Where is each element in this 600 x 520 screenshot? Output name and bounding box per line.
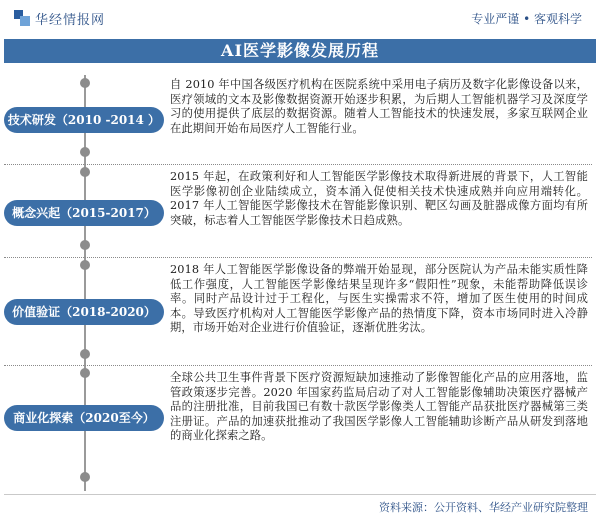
divider <box>4 365 592 366</box>
timeline-dot <box>80 472 90 482</box>
source-note: 资料来源：公开资料、华经产业研究院整理 <box>379 501 588 514</box>
stage-4-text: 全球公共卫生事件背景下医疗资源短缺加速推动了影像智能化产品的应用落地，监管政策逐步完善。2020 年国家药监局启动了对人工智能影像辅助决策医疗器械产品的注册批准，目前我国已有数十款医学影像类人工智能产品获批医疗器械第三类注册证。产品的加速获批推动了我国医学影像人工智能辅助诊断产品从研发到落地的商业化探索之路。 <box>170 371 588 442</box>
stage-1-label: 技术研发（2010 -2014 ） <box>4 107 164 133</box>
timeline-dot <box>80 167 90 177</box>
stage-3-label: 价值验证（2018-2020） <box>4 299 164 325</box>
timeline-dot <box>80 368 90 378</box>
logo-text: 华经情报网 <box>35 12 106 28</box>
slogan: 专业严谨 • 客观科学 <box>471 12 582 26</box>
footer-divider <box>4 494 596 495</box>
stage-2-text: 2015 年起，在政策利好和人工智能医学影像技术取得新进展的背景下，人工智能医学影像初创企业陆续成立，资本涌入促使相关技术快速成熟并向应用端转化。2017 年人工智能医学影像技术在智能影像识别、靶区勾画及脏器成像方面均有所突破，标志着人工智能医学影像技术日趋成熟。 <box>170 170 588 227</box>
stage-1-text: 自 2010 年中国各级医疗机构在医院系统中采用电子病历及数字化影像设备以来，医疗领域的文本及影像数据资源开始逐步积累，为后期人工智能机器学习及深度学习的使用提供了底层的数据资源。随着人工智能技术的快速发展，多家互联网企业在此期间开始布局医疗人工智能行业。 <box>170 78 588 135</box>
stage-2-label: 概念兴起（2015-2017） <box>4 200 164 226</box>
timeline-dot <box>80 349 90 359</box>
stage-4-label: 商业化探索（2020至今） <box>4 405 164 431</box>
page-title: AI医学影像发展历程 <box>4 39 596 63</box>
logo-icon <box>14 10 30 26</box>
header <box>0 0 600 36</box>
divider <box>4 164 592 165</box>
timeline-dot <box>80 240 90 250</box>
timeline-dot <box>80 147 90 157</box>
logo[interactable] <box>14 9 105 27</box>
stage-3-text: 2018 年人工智能医学影像设备的弊端开始显现，部分医院认为产品未能实质性降低工作强度，人工智能医学影像结果呈现许多“假阳性”现象，未能帮助降低误诊率。同时产品设计过于工程化，与医生实操需求不符，增加了医生使用的时间成本。导致医疗机构对人工智能医学影像产品的热情度下降，资本市场同时进入冷静期，市场开始对企业进行价值验证，逐渐优胜劣汰。 <box>170 263 588 334</box>
footer <box>0 492 600 520</box>
timeline-dot <box>80 260 90 270</box>
timeline-dot <box>80 78 90 88</box>
divider <box>4 257 592 258</box>
